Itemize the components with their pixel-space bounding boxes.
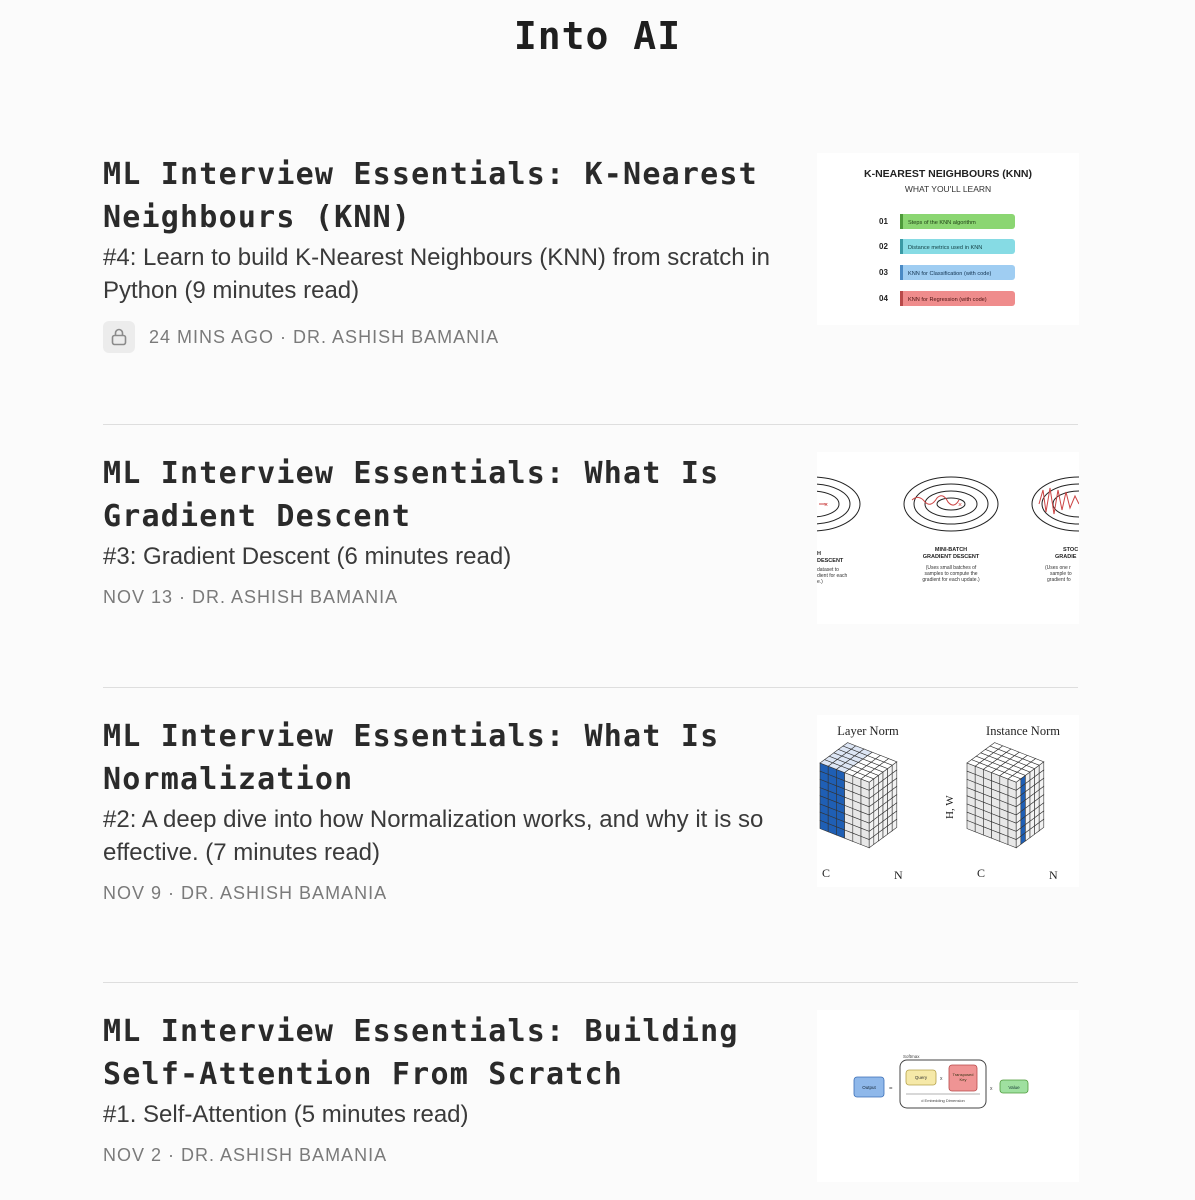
svg-text:KNN for Regression (with code): KNN for Regression (with code)	[908, 297, 987, 303]
svg-text:d Embedding Dimension: d Embedding Dimension	[921, 1098, 965, 1103]
meta-separator: ·	[162, 1145, 182, 1165]
meta-separator: ·	[162, 883, 182, 903]
svg-text:02: 02	[879, 242, 888, 251]
svg-text:KNN for Classification (with c: KNN for Classification (with code)	[908, 271, 992, 277]
post-subtitle: #1. Self-Attention (5 minutes read)	[103, 1101, 469, 1128]
post-thumbnail[interactable]	[817, 715, 1079, 887]
post-meta	[103, 1145, 793, 1166]
post-date: 24 MINS AGO	[149, 326, 275, 347]
method-label: MINI-BATCH GRADIENT DESCENT	[922, 547, 980, 560]
post-author[interactable]: DR. ASHISH BAMANIA	[192, 587, 399, 607]
layer-norm-cube	[820, 743, 897, 848]
post-title[interactable]: ML Interview Essentials: What Is Normalization	[103, 719, 720, 797]
method-desc: (Uses one r sample to gradient fo	[1045, 565, 1072, 583]
post-title[interactable]: ML Interview Essentials: K-Nearest Neighbours (KNN)	[103, 157, 758, 235]
thumb-item-2	[879, 239, 1015, 254]
axis-c-label: C	[977, 866, 986, 880]
svg-text:03: 03	[879, 268, 888, 277]
method-desc: (Uses small batches of samples to compute the gradient for each update.)	[922, 565, 980, 583]
post-thumbnail[interactable]	[817, 1010, 1079, 1182]
svg-text:×: ×	[958, 502, 963, 509]
softmax-label: Softmax	[903, 1054, 920, 1059]
axis-n-label: N	[1049, 868, 1058, 882]
svg-text:04: 04	[879, 294, 888, 303]
method-desc: dataset to dient for each e.)	[817, 567, 848, 585]
post-subtitle: #2: A deep dive into how Normalization works, and why it is so effective. (7 minutes read)	[103, 806, 764, 866]
post-date: NOV 2	[103, 1145, 163, 1165]
post-author[interactable]: DR. ASHISH BAMANIA	[181, 883, 388, 903]
post-date: NOV 13	[103, 587, 174, 607]
layer-norm-label: Layer Norm	[837, 724, 899, 738]
post-subtitle: #4: Learn to build K-Nearest Neighbours (KNN) from scratch in Python (9 minutes read)	[103, 244, 770, 304]
contour-plot-batch	[817, 477, 860, 531]
axis-c-label: C	[822, 866, 831, 880]
post-author[interactable]: DR. ASHISH BAMANIA	[293, 326, 500, 347]
post-subtitle: #3: Gradient Descent (6 minutes read)	[103, 543, 512, 570]
post-meta	[103, 883, 793, 904]
post-item[interactable]	[103, 153, 1078, 393]
thumb-subtitle: WHAT YOU'LL LEARN	[904, 184, 992, 194]
svg-text:×: ×	[824, 502, 829, 509]
method-label: STOC GRADIE	[1055, 547, 1079, 560]
contour-plot-stochastic	[1032, 477, 1079, 531]
svg-text:TransposedKey: Transposed Key	[952, 1072, 974, 1082]
meta-separator: ·	[274, 326, 294, 347]
method-label: H DESCENT	[817, 551, 844, 564]
post-meta	[103, 321, 793, 353]
thumb-item-3	[879, 265, 1015, 280]
instance-norm-label: Instance Norm	[986, 724, 1060, 738]
publication-title[interactable]: Into AI	[513, 14, 682, 58]
svg-text:Steps of the KNN algorithm: Steps of the KNN algorithm	[908, 220, 976, 226]
svg-text:Value: Value	[1008, 1085, 1020, 1090]
divider	[103, 424, 1078, 425]
svg-text:Query: Query	[914, 1075, 928, 1080]
post-date: NOV 9	[103, 883, 163, 903]
instance-norm-cube	[967, 743, 1044, 848]
svg-text:=: =	[889, 1086, 893, 1092]
thumb-title: K-NEAREST NEIGHBOURS (KNN)	[864, 168, 1032, 180]
meta-separator: ·	[173, 587, 193, 607]
post-item[interactable]	[103, 1010, 1078, 1200]
svg-text:x: x	[940, 1076, 943, 1082]
divider	[103, 687, 1078, 688]
axis-hw-label: H, W	[944, 795, 956, 819]
post-title[interactable]: ML Interview Essentials: What Is Gradient Descent	[103, 456, 720, 534]
svg-text:Output: Output	[862, 1085, 876, 1090]
contour-plot-minibatch	[904, 477, 998, 531]
post-thumbnail[interactable]	[817, 452, 1079, 624]
post-meta	[103, 587, 793, 608]
svg-text:Distance metrics used in KNN: Distance metrics used in KNN	[908, 245, 983, 251]
post-item[interactable]	[103, 715, 1078, 945]
post-title[interactable]: ML Interview Essentials: Building Self-Attention From Scratch	[103, 1014, 739, 1092]
svg-text:x: x	[990, 1086, 993, 1092]
lock-icon	[103, 321, 135, 353]
post-author[interactable]: DR. ASHISH BAMANIA	[181, 1145, 388, 1165]
axis-n-label: N	[894, 868, 903, 882]
svg-text:01: 01	[879, 217, 888, 226]
post-item[interactable]	[103, 452, 1078, 652]
divider	[103, 982, 1078, 983]
thumb-item-4	[879, 291, 1015, 306]
thumb-item-1	[879, 214, 1015, 229]
post-thumbnail[interactable]	[817, 153, 1079, 325]
